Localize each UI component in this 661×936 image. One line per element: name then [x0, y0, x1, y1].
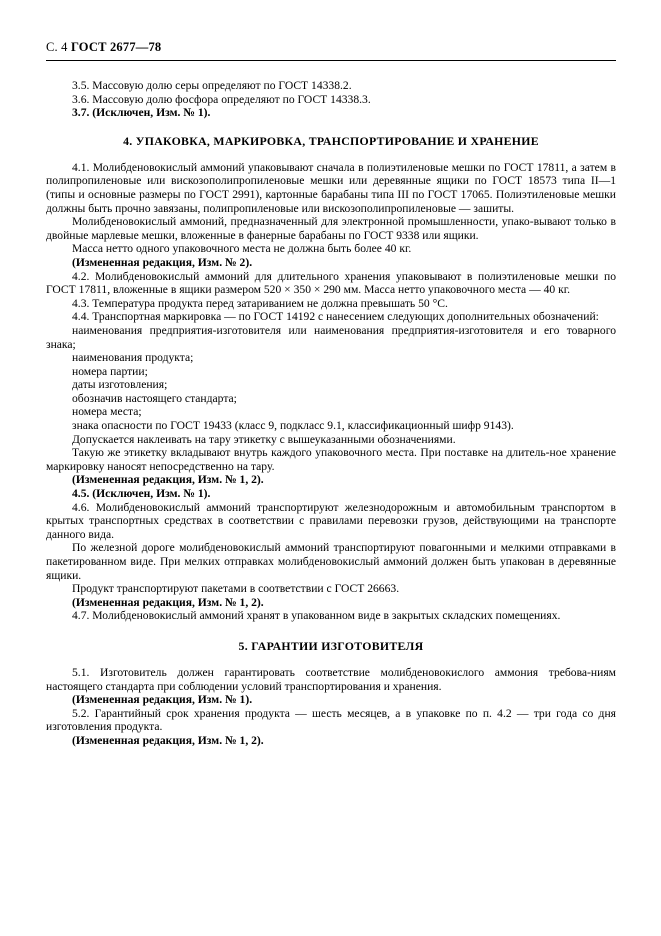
clause-4-6-para3: Продукт транспортируют пакетами в соответствии с ГОСТ 26663. — [72, 582, 400, 596]
clause-4-4-para3: Такую же этикетку вкладывают внутрь каждого упаковочного места. При поставке на длитель-ное хранение маркировку наносят непосредственно на тару. — [46, 446, 616, 473]
clause-3-5: 3.5. Массовую долю серы определяют по ГОСТ 14338.2. — [72, 79, 352, 92]
clause-4-1-para2: Молибденовокислый аммоний, предназначенный для электронной промышленности, упако-вывают только в двойные марлевые мешки, вложенные в фанерные барабаны по ГОСТ 9338 или ящики. — [46, 215, 616, 242]
clause-4-6-revision-note: (Измененная редакция, Изм. № 1, 2). — [72, 595, 264, 609]
page-number: С. 4 — [46, 40, 68, 54]
clause-4-6-para2: По железной дороге молибденовокислый аммоний транспортируют повагонными и мелкими отправками в пакетированном виде. При мелких отправках молибденовокислый аммоний должен быть упакован в деревянные ящики. — [46, 541, 616, 582]
clause-4-7: 4.7. Молибденовокислый аммоний хранят в упакованном виде в закрытых складских помещениях. — [72, 609, 561, 623]
marking-item-2: наименования продукта; — [72, 351, 194, 365]
page-content — [46, 40, 616, 748]
clause-4-5: 4.5. (Исключен, Изм. № 1). — [72, 487, 211, 501]
clause-4-1-para3: Масса нетто одного упаковочного места не должна быть более 40 кг. — [72, 242, 412, 256]
marking-item-3: номера партии; — [72, 364, 148, 378]
marking-item-5: обозначив настоящего стандарта; — [72, 391, 237, 405]
standard-designation: ГОСТ 2677—78 — [70, 40, 162, 54]
clause-4-6: 4.6. Молибденовокислый аммоний транспортируют железнодорожным и автомобильным транспортом в крытых транспортных средствах в соответствии с правилами перевозки грузов, действующими на транспорте данного вида. — [46, 500, 616, 541]
clause-3-6: 3.6. Массовую долю фосфора определяют по ГОСТ 14338.3. — [72, 92, 371, 106]
page-header — [46, 40, 616, 61]
clause-5-1-revision-note: (Измененная редакция, Изм. № 1). — [72, 693, 253, 707]
marking-item-4: даты изготовления; — [72, 378, 168, 392]
marking-item-1: наименования предприятия-изготовителя или наименования предприятия-изготовителя и его товарного знака; — [46, 323, 616, 351]
clause-4-1-revision-note: (Измененная редакция, Изм. № 2). — [72, 255, 253, 269]
clause-3-7: 3.7. (Исключен, Изм. № 1). — [72, 106, 211, 120]
clause-5-2: 5.2. Гарантийный срок хранения продукта — шесть месяцев, а в упаковке по п. 4.2 — три года со дня изготовления продукта. — [46, 706, 616, 734]
clause-4-3: 4.3. Температура продукта перед затариванием не должна превышать 50 °С. — [72, 296, 448, 310]
clause-4-1: 4.1. Молибденовокислый аммоний упаковывают сначала в полиэтиленовые мешки по ГОСТ 17811, а затем в полипропиленовые или вискозополипропиленовые мешки или деревянные ящики по ГОСТ 18573 типа II—1 (типы и основные размеры по ГОСТ 2991), картонные барабаны типа III по ГОСТ 17065. Полиэтиленовые мешки должны быть прочно завязаны, полипропиленовые или вискозополипропиленовые — зашиты. — [46, 160, 616, 215]
section-4-heading: 4. УПАКОВКА, МАРКИРОВКА, ТРАНСПОРТИРОВАНИЕ И ХРАНЕНИЕ — [123, 133, 539, 148]
clause-5-1: 5.1. Изготовитель должен гарантировать соответствие молибденовокислого аммония требова-ниям настоящего стандарта при соблюдении условий транспортирования и хранения. — [46, 665, 616, 693]
clause-4-4: 4.4. Транспортная маркировка — по ГОСТ 14192 с нанесением следующих дополнительных обозначений: — [72, 310, 599, 324]
clause-4-2: 4.2. Молибденовокислый аммоний для длительного хранения упаковывают в полиэтиленовые мешки по ГОСТ 17811, вложенные в ящики размером 520 × 350 × 290 мм. Масса нетто упаковочного места — 40 кг. — [46, 269, 616, 297]
clause-5-2-revision-note: (Измененная редакция, Изм. № 1, 2). — [72, 733, 264, 747]
clause-4-4-revision-note: (Измененная редакция, Изм. № 1, 2). — [72, 473, 264, 487]
marking-item-6: номера места; — [72, 405, 142, 419]
clause-4-4-para2: Допускается наклеивать на тару этикетку с вышеуказанными обозначениями. — [72, 432, 456, 446]
marking-item-7: знака опасности по ГОСТ 19433 (класс 9, подкласс 9.1, классификационный шифр 9143). — [72, 419, 514, 433]
section-5-heading: 5. ГАРАНТИИ ИЗГОТОВИТЕЛЯ — [238, 638, 424, 653]
